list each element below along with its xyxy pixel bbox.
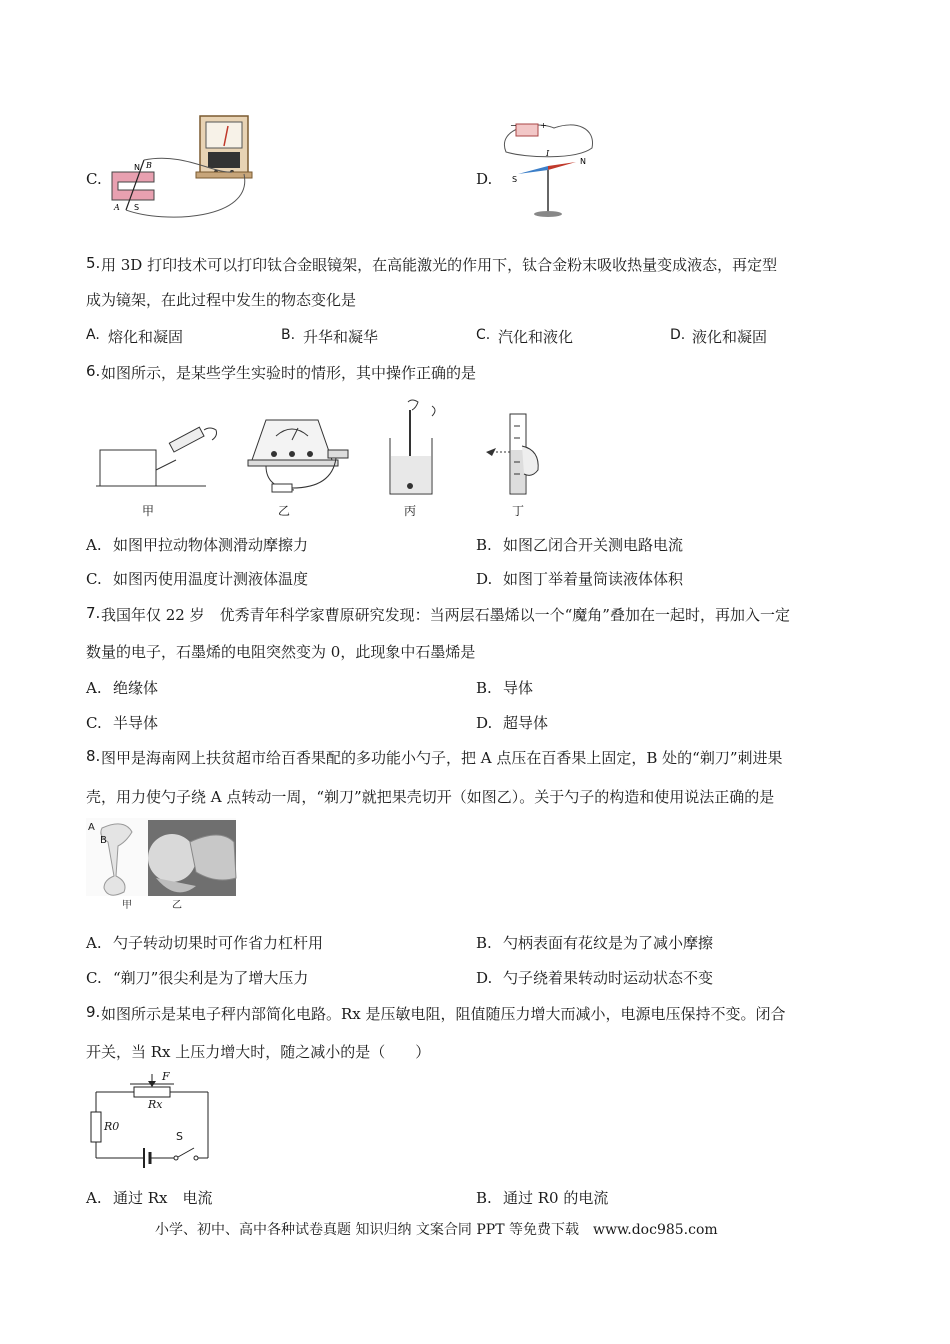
circuit-label-f: F <box>162 1070 170 1083</box>
q9-option-a-text: 通过 Rx 电流 <box>113 1189 213 1207</box>
q6-option-d-text: 如图丁举着量筒读液体体积 <box>503 570 684 588</box>
figure-ding-cylinder <box>482 406 552 498</box>
q7-option-a-text: 绝缘体 <box>113 679 159 697</box>
svg-text:B: B <box>146 161 152 170</box>
q8-option-d-text: 勺子绕着果转动时运动状态不变 <box>503 969 714 987</box>
q6-option-d-letter: D. <box>476 570 493 588</box>
circuit-label-s: S <box>176 1130 183 1143</box>
q9-number: 9. <box>86 1003 101 1021</box>
q8-option-a-letter: A. <box>86 934 102 952</box>
q5-number: 5. <box>86 254 101 272</box>
q5-option-a-text: 熔化和凝固 <box>108 328 184 346</box>
q7-option-d-letter: D. <box>476 714 493 732</box>
q8-number: 8. <box>86 747 101 765</box>
figure-spoon-label-b: B <box>100 835 107 846</box>
q8-option-b-text: 勺柄表面有花纹是为了减小摩擦 <box>503 934 714 952</box>
figure-spoon-label-a: A <box>88 822 95 833</box>
svg-text:S: S <box>134 203 140 212</box>
figure-label-jia: 甲 <box>142 504 155 518</box>
q8-option-b-letter: B. <box>476 934 492 952</box>
q5-option-d-letter: D. <box>670 327 686 343</box>
circuit-label-r0: R0 <box>104 1120 120 1133</box>
q9-option-b-letter: B. <box>476 1189 492 1207</box>
q6-option-c-letter: C. <box>86 570 102 588</box>
q9-stem-line2: 开关，当 Rx 上压力增大时，随之减小的是（ ） <box>86 1043 431 1061</box>
q5-stem-line1: 用 3D 打印技术可以打印钛合金眼镜架，在高能激光的作用下，钛合金粉末吸收热量变成液态，再定型 <box>101 256 778 274</box>
q5-option-b-text: 升华和凝华 <box>303 328 379 346</box>
q8-option-c-text: “剃刀”很尖利是为了增大压力 <box>113 969 309 987</box>
q7-option-c-text: 半导体 <box>113 714 159 732</box>
q9-option-b-text: 通过 R0 的电流 <box>503 1189 609 1207</box>
figure-bing-thermometer <box>384 398 440 498</box>
q6-option-a-letter: A. <box>86 536 102 554</box>
q9-option-a-letter: A. <box>86 1189 102 1207</box>
q6-number: 6. <box>86 362 101 380</box>
q5-option-c-letter: C. <box>476 327 491 343</box>
figure-spoon-label-yi: 乙 <box>172 900 182 911</box>
q7-stem-line1: 我国年仅 22 岁 优秀青年科学家曹原研究发现：当两层石墨烯以一个“魔角”叠加在一起时，再加入一定 <box>101 606 790 624</box>
q7-option-d-text: 超导体 <box>503 714 549 732</box>
q5-option-d-text: 液化和凝固 <box>692 328 768 346</box>
option-d-letter: D. <box>476 170 493 188</box>
q5-stem-line2: 成为镜架，在此过程中发生的物态变化是 <box>86 291 357 309</box>
q5-option-c-text: 汽化和液化 <box>498 328 574 346</box>
figure-label-bing: 丙 <box>404 504 417 518</box>
q6-option-c-text: 如图丙使用温度计测液体温度 <box>113 570 309 588</box>
figure-jia-friction <box>96 412 226 492</box>
figure-yi-ammeter <box>246 414 356 496</box>
svg-text:I: I <box>546 149 550 158</box>
q6-option-b-text: 如图乙闭合开关测电路电流 <box>503 536 684 554</box>
figure-label-yi: 乙 <box>278 504 291 518</box>
q8-option-d-letter: D. <box>476 969 493 987</box>
q7-option-b-text: 导体 <box>503 679 534 697</box>
q6-option-b-letter: B. <box>476 536 492 554</box>
q7-option-a-letter: A. <box>86 679 102 697</box>
figure-galvanometer-magnet <box>104 112 254 224</box>
figure-label-ding: 丁 <box>512 504 525 518</box>
svg-text:N: N <box>580 157 586 166</box>
q8-stem-line2: 壳，用力使勺子绕 A 点转动一周，“剃刀”就把果壳切开（如图乙）。关于勺子的构造和使用说法正确的是 <box>86 788 775 806</box>
page-footer: 小学、初中、高中各种试卷真题 知识归纳 文案合同 PPT 等免费下载 www.doc985.com <box>155 1222 718 1238</box>
circuit-label-rx: Rx <box>148 1098 163 1111</box>
figure-spoon-photo <box>86 818 238 910</box>
q6-option-a-text: 如图甲拉动物体测滑动摩擦力 <box>113 536 309 554</box>
q8-option-a-text: 勺子转动切果时可作省力杠杆用 <box>113 934 324 952</box>
q6-stem-line1: 如图所示，是某些学生实验时的情形，其中操作正确的是 <box>101 364 477 382</box>
q5-option-b-letter: B. <box>281 327 296 343</box>
q7-number: 7. <box>86 604 101 622</box>
q7-option-c-letter: C. <box>86 714 102 732</box>
svg-text:−: − <box>510 121 517 130</box>
q9-stem-line1: 如图所示是某电子秤内部简化电路。Rx 是压敏电阻，阻值随压力增大而减小，电源电压保持不变。闭合 <box>101 1005 786 1023</box>
svg-text:S: S <box>512 175 518 184</box>
q7-stem-line2: 数量的电子，石墨烯的电阻突然变为 0，此现象中石墨烯是 <box>86 643 476 661</box>
q5-option-a-letter: A. <box>86 327 100 343</box>
q8-option-c-letter: C. <box>86 969 102 987</box>
q8-stem-line1: 图甲是海南网上扶贫超市给百香果配的多功能小勺子，把 A 点压在百香果上固定，B 处的“剃刀”刺进果 <box>101 749 783 767</box>
figure-spoon-label-jia: 甲 <box>122 900 132 911</box>
option-c-letter: C. <box>86 170 102 188</box>
svg-text:N: N <box>134 163 140 172</box>
svg-text:+: + <box>540 121 547 130</box>
svg-text:A: A <box>114 203 120 212</box>
q7-option-b-letter: B. <box>476 679 492 697</box>
figure-compass-wire <box>496 118 606 222</box>
